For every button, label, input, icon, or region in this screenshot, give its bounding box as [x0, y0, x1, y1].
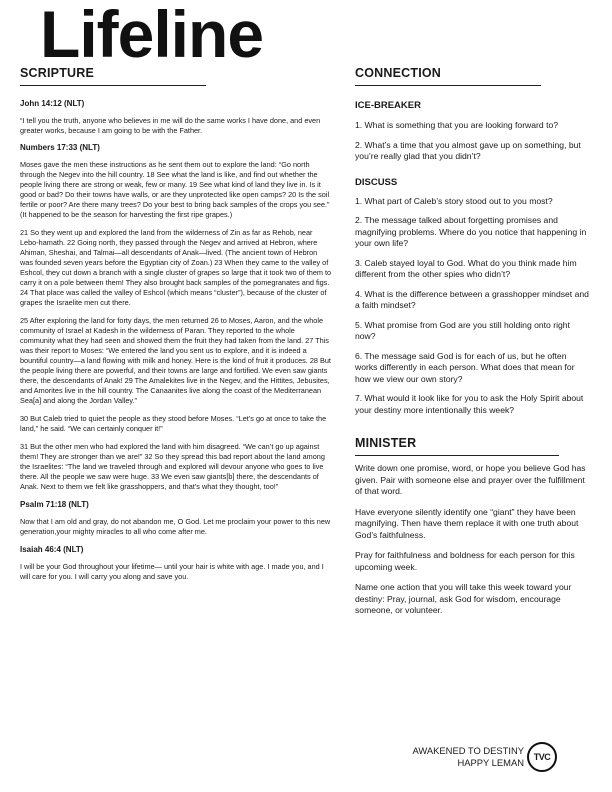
minister-paragraph: Have everyone silently identify one “giant” they have been magnifying. Then have them replace it with one truth about God’s faithfulness.: [355, 506, 579, 540]
minister-paragraph: Write down one promise, word, or hope you believe God has given. Pair with someone else and prayer over the fulfillment of that word.: [355, 463, 586, 496]
scripture-paragraph: 21 So they went up and explored the land from the wilderness of Zin as far as Rehob, near Lebo-hamath. 22 Going north, they passed through the Negev and arrived at Hebron, where Ahiman, Sheshai, and Talmai—all descendants of Anak—lived. (The ancient town of Hebron was founded seven years before the Egyptian city of Zoan.) 23 When they came to the valley of Eshcol, they cut down a branch with a single cluster of grapes so large that it took two of them to carry it on a pole between them! They also brought back samples of the pomegranates and figs. 24 That place was called the valley of Eshcol (which means “cluster”), because of the cluster of grapes the Israelite men cut there.: [20, 228, 332, 307]
series-title: AWAKENED TO DESTINY: [412, 745, 524, 756]
icebreaker-question: 1. What is something that you are looking forward to?: [355, 120, 559, 130]
discuss-heading: DISCUSS: [355, 176, 398, 188]
scripture-reference: John 14:12 (NLT): [20, 99, 85, 108]
tvc-logo: TVC: [527, 742, 557, 772]
scripture-paragraph: Now that I am old and gray, do not abandon me, O God. Let me proclaim your power to this new generation,your mighty miracles to all who come after me.: [20, 517, 331, 536]
connection-heading: CONNECTION: [355, 66, 541, 86]
discussion-question: 7. What would it look like for you to ask the Holy Spirit about your destiny more intentionally this week?: [355, 393, 584, 415]
minister-paragraph: Name one action that you will take this week toward your destiny: Pray, journal, ask God for wisdom, encourage someone, or volunteer.: [355, 582, 572, 615]
scripture-reference: Isaiah 46:4 (NLT): [20, 545, 84, 554]
discussion-question: 6. The message said God is for each of us, but he often works differently in each person. What does that mean for how we view our own story?: [355, 350, 575, 384]
discussion-question: 2. The message talked about forgetting promises and magnifying problems. Where do you notice that happening in your own life?: [355, 215, 587, 248]
scripture-reference: Numbers 17:33 (NLT): [20, 143, 100, 152]
scripture-paragraph: 30 But Caleb tried to quiet the people as they stood before Moses. “Let’s go at once to take the land,” he said. “We can certainly conquer it!”: [20, 414, 327, 433]
scripture-paragraph: 31 But the other men who had explored the land with him disagreed. “We can’t go up against them! They are stronger than we are!” 32 So they spread this bad report about the land among the Israelites: “The land we traveled through and explored will devour anyone who goes to live there. All the people we saw were huge. 33 We even saw giants[b] there, the descendants of Anak. Next to them we felt like grasshoppers, and that’s what they thought, too!”: [20, 442, 325, 491]
scripture-paragraph: I will be your God throughout your lifetime— until your hair is white with age. I made you, and I will care for you. I will carry you along and save you.: [20, 562, 324, 581]
discussion-question: 1. What part of Caleb’s story stood out to you most?: [355, 195, 553, 206]
minister-heading: MINISTER: [355, 436, 559, 456]
scripture-paragraph: “I tell you the truth, anyone who believes in me will do the same works I have done, and even greater works, because I am going to be with the Father.: [20, 116, 321, 135]
footer-credit: [393, 745, 524, 769]
scripture-column: [20, 66, 332, 582]
icebreaker-question: 2. What’s a time that you almost gave up on something, but you’re really glad that you didn’t?: [355, 139, 581, 161]
scripture-paragraph: Moses gave the men these instructions as he sent them out to explore the land: “Go north through the Negev into the hill country. 18 See what the land is like, and find out whether the people living there are strong or weak, few or many. 19 See what kind of land they live in. Is it good or bad? Do their towns have walls, or are they unprotected like open camps? 20 Is the soil fertile or poor? Are there many trees? Do your best to bring back samples of the crops you see.” (It happened to be the season for harvesting the first ripe grapes.): [20, 160, 330, 219]
scripture-heading: SCRIPTURE: [20, 66, 206, 86]
minister-paragraph: Pray for faithfulness and boldness for each person for this upcoming week.: [355, 550, 575, 572]
scripture-reference: Psalm 71:18 (NLT): [20, 500, 89, 509]
connection-column: [355, 66, 591, 617]
discussion-question: 4. What is the difference between a grasshopper mindset and a faith mindset?: [355, 288, 589, 310]
icebreaker-heading: ICE-BREAKER: [355, 100, 421, 111]
scripture-paragraph: 25 After exploring the land for forty days, the men returned 26 to Moses, Aaron, and the whole community of Israel at Kadesh in the wilderness of Paran. They reported to the whole community what they had seen and showed them the fruit they had taken from the land. 27 This was their report to Moses: “We entered the land you sent us to explore, and it is indeed a bountiful country—a land flowing with milk and honey. Here is the kind of fruit it produces. 28 But the people living there are powerful, and their towns are large and fortified. We even saw giants there, the descendants of Anak! 29 The Amalekites live in the Negev, and the Hittites, Jebusites, and Amorites live in the hill country. The Canaanites live along the coast of the Mediterranean Sea[a] and along the Jordan Valley.”: [20, 316, 331, 405]
page-title: Lifeline: [40, 0, 264, 71]
discussion-question: 3. Caleb stayed loyal to God. What do you think made him different from the other spies who didn’t?: [355, 257, 577, 279]
speaker-name: HAPPY LEMAN: [457, 757, 524, 768]
discussion-question: 5. What promise from God are you still holding onto right now?: [355, 319, 570, 341]
